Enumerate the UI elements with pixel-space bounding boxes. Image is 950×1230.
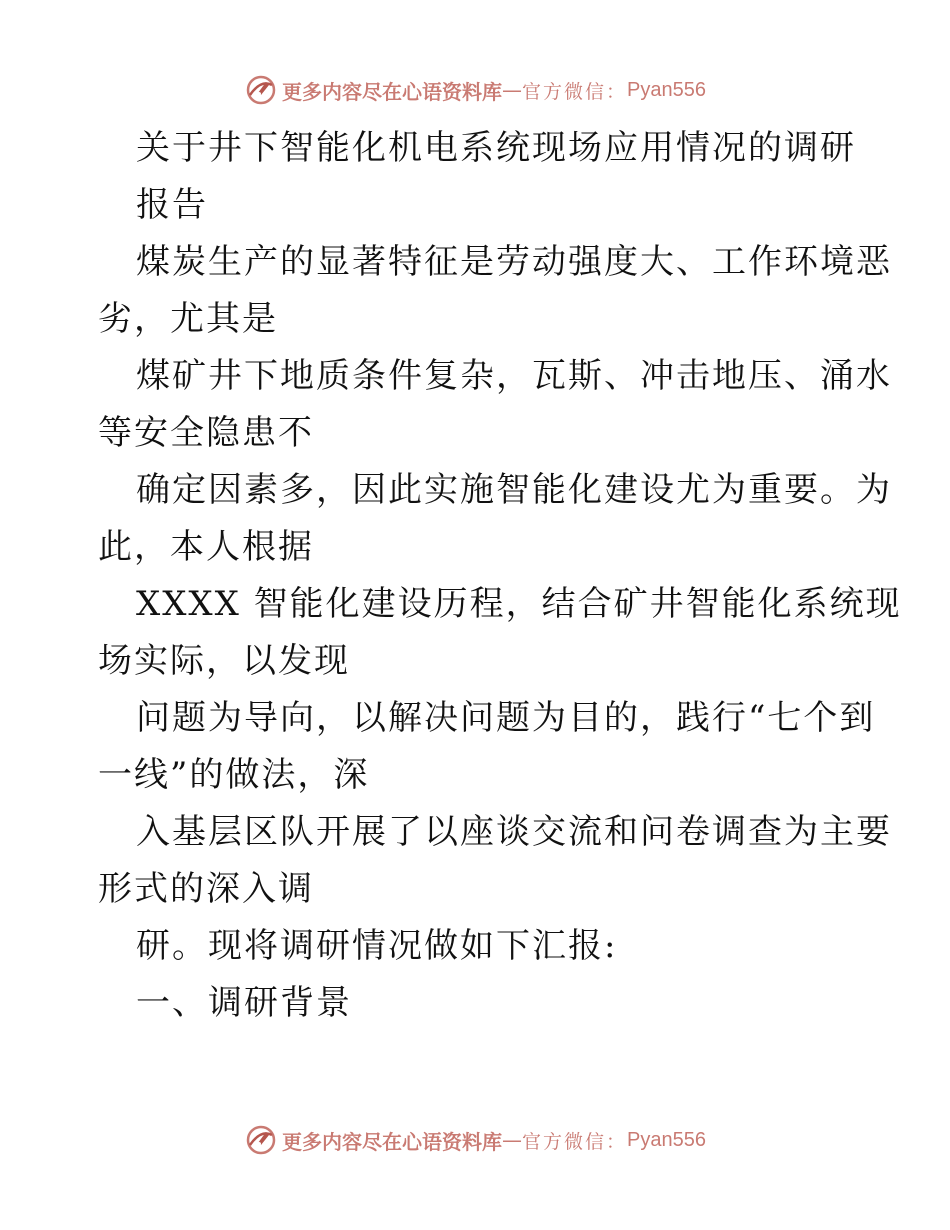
paragraph-line: 劣，尤其是 (98, 299, 278, 339)
paragraph-line: 问题为导向，以解决问题为目的，践行“七个到 (136, 698, 876, 738)
watermark-wechat-id: Pyan556 (627, 78, 706, 101)
watermark-separator: — (502, 1128, 522, 1152)
document-body (98, 120, 902, 1032)
paragraph-line: 形式的深入调 (98, 869, 314, 909)
watermark-label: 官方微信： (522, 1130, 628, 1153)
paragraph-line: 研。现将调研情况做如下汇报: (136, 926, 618, 966)
watermark-wechat-id: Pyan556 (627, 1128, 706, 1151)
paragraph-line: 等安全隐患不 (98, 413, 314, 453)
document-title-line-1: 关于井下智能化机电系统现场应用情况的调研 (136, 128, 856, 168)
paragraph-line: 一线”的做法，深 (98, 755, 370, 795)
header-watermark (0, 70, 950, 110)
footer-watermark (0, 1120, 950, 1160)
pen-nib-swirl-icon (244, 73, 278, 107)
paragraph-line: 煤炭生产的显著特征是劳动强度大、工作环境恶 (136, 242, 892, 282)
watermark-separator: — (502, 78, 522, 102)
watermark-label: 官方微信： (522, 80, 628, 103)
section-heading: 一、调研背景 (136, 983, 352, 1023)
paragraph-line: 入基层区队开展了以座谈交流和问卷调查为主要 (136, 812, 892, 852)
paragraph-line: 煤矿井下地质条件复杂，瓦斯、冲击地压、涌水 (136, 356, 892, 396)
watermark-brand: 更多内容尽在心语资料库 (282, 1129, 502, 1154)
paragraph-line: 场实际，以发现 (98, 641, 350, 681)
paragraph-line: XXXX 智能化建设历程，结合矿井智能化系统现 (136, 584, 902, 624)
document-title-line-2: 报告 (136, 185, 208, 225)
paragraph-line: 确定因素多，因此实施智能化建设尤为重要。为 (136, 470, 892, 510)
paragraph-line: 此，本人根据 (98, 527, 314, 567)
watermark-brand: 更多内容尽在心语资料库 (282, 79, 502, 104)
pen-nib-swirl-icon (244, 1123, 278, 1157)
